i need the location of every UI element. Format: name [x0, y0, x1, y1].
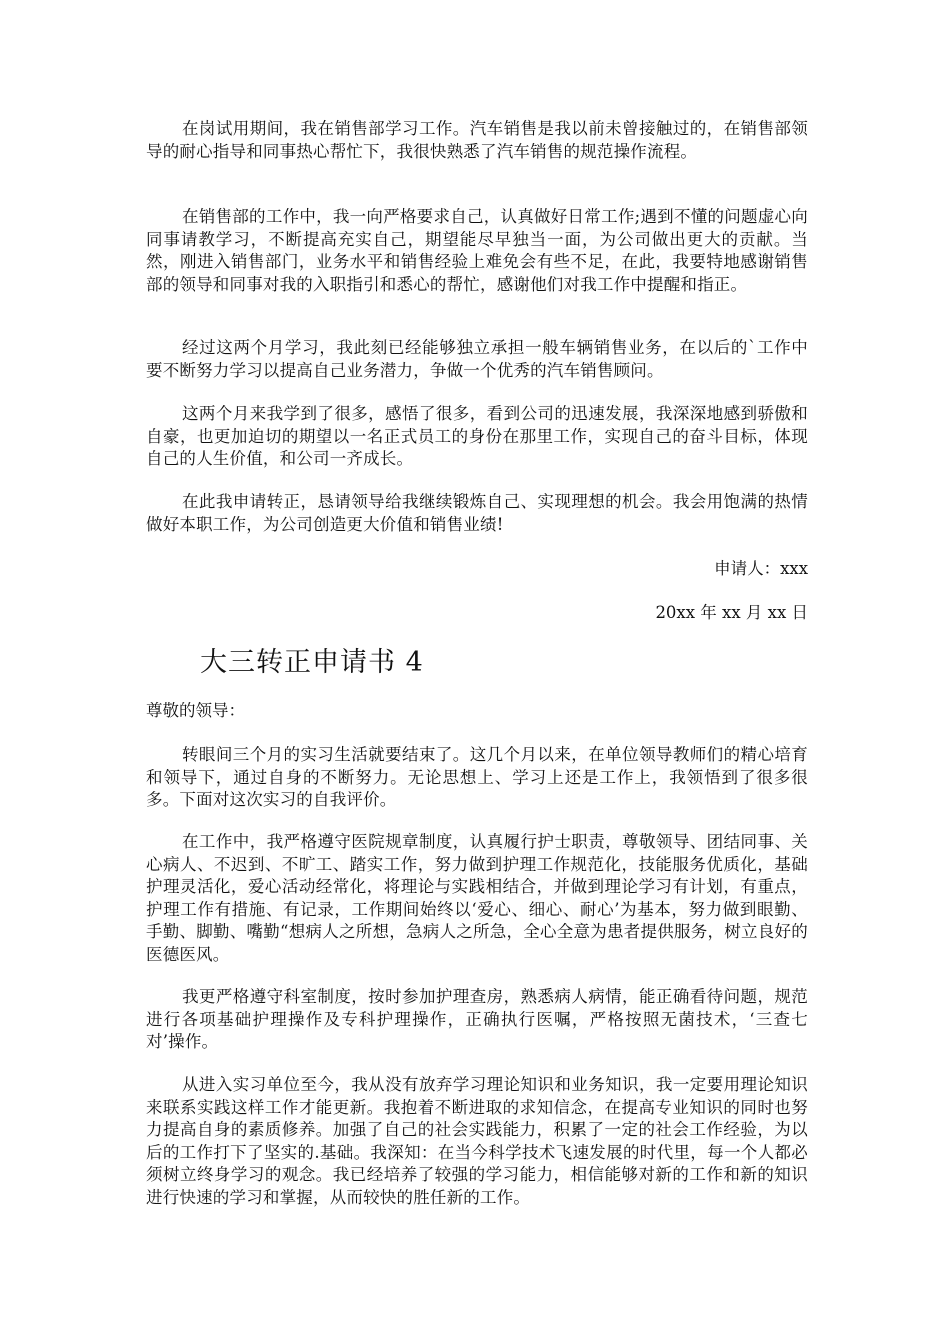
paragraph: 在此我申请转正，恳请领导给我继续锻炼自己、实现理想的机会。我会用饱满的热情做好本职工作，为公司创造更大价值和销售业绩! [146, 492, 808, 534]
applicant-signature: 申请人：xxx [714, 559, 808, 578]
paragraph: 在岗试用期间，我在销售部学习工作。汽车销售是我以前未曾接触过的，在销售部领导的耐心指导和同事热心帮忙下，我很快熟悉了汽车销售的规范操作流程。 [146, 119, 808, 161]
paragraph: 我更严格遵守科室制度，按时参加护理查房，熟悉病人病情，能正确看待问题，规范进行各项基础护理操作及专科护理操作，正确执行医嘱，严格按照无菌技术，‘三查七对’操作。 [146, 987, 808, 1051]
paragraph: 从进入实习单位至今，我从没有放弃学习理论知识和业务知识，我一定要用理论知识来联系实践这样工作才能更新。我抱着不断进取的求知信念，在提高专业知识的同时也努力提高自身的素质修养。加强了自己的社会实践能力，积累了一定的社会工作经验，为以后的工作打下了坚实的.基础。我深知：在当今科学技术飞速发展的时代里，每一个人都必须树立终身学习的观念。我已经培养了较强的学习能力，相信能够对新的工作和新的知识进行快速的学习和掌握，从而较快的胜任新的工作。 [146, 1075, 808, 1207]
paragraph: 在工作中，我严格遵守医院规章制度，认真履行护士职责，尊敬领导、团结同事、关心病人、不迟到、不旷工、踏实工作，努力做到护理工作规范化，技能服务优质化，基础护理灵活化，爱心活动经常化，将理论与实践相结合，并做到理论学习有计划，有重点，护理工作有措施、有记录，工作期间始终以‘爱心、细心、耐心’为基本，努力做到眼勤、手勤、脚勤、嘴勤“想病人之所想，急病人之所急，全心全意为患者提供服务，树立良好的医德医风。 [146, 832, 808, 964]
greeting: 尊敬的领导： [146, 701, 245, 720]
paragraph: 转眼间三个月的实习生活就要结束了。这几个月以来，在单位领导教师们的精心培育和领导下，通过自身的不断努力。无论思想上、学习上还是工作上，我领悟到了很多很多。下面对这次实习的自我评价。 [146, 745, 808, 809]
paragraph: 在销售部的工作中，我一向严格要求自己，认真做好日常工作;遇到不懂的问题虚心向同事请教学习，不断提高充实自己，期望能尽早独当一面，为公司做出更大的贡献。当然，刚进入销售部门，业务水平和销售经验上难免会有些不足，在此，我要特地感谢销售部的领导和同事对我的入职指引和悉心的帮忙，感谢他们对我工作中提醒和指正。 [146, 207, 808, 294]
paragraph: 经过这两个月学习，我此刻已经能够独立承担一般车辆销售业务，在以后的`工作中要不断努力学习以提高自己业务潜力，争做一个优秀的汽车销售顾问。 [146, 338, 808, 380]
application-date: 20xx 年 xx 月 xx 日 [655, 603, 808, 622]
paragraph: 这两个月来我学到了很多，感悟了很多，看到公司的迅速发展，我深深地感到骄傲和自豪，也更加迫切的期望以一名正式员工的身份在那里工作，实现自己的奋斗目标，体现自己的人生价值，和公司一齐成长。 [146, 404, 808, 468]
section-title: 大三转正申请书 4 [200, 647, 424, 678]
